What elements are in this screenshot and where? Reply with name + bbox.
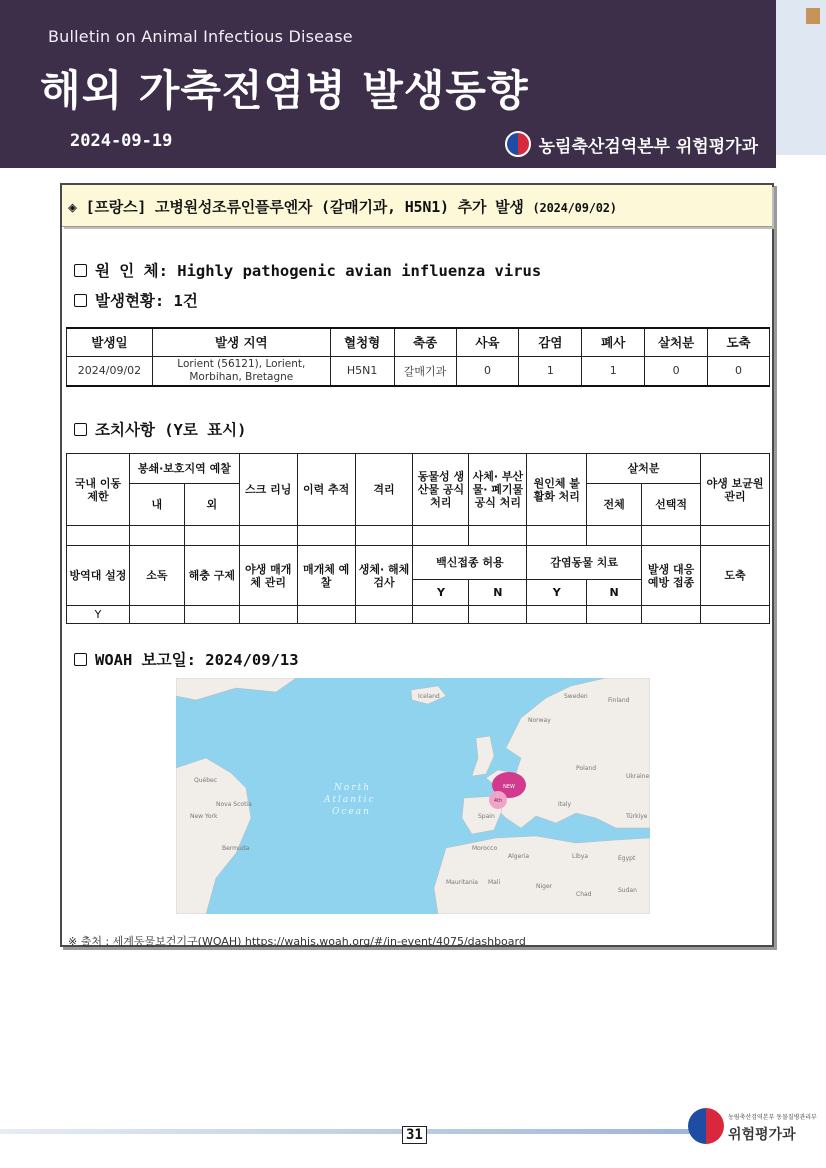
- header-banner: [0, 0, 776, 168]
- pathogen-label: 원 인 체: Highly pathogenic avian influenza virus: [95, 262, 542, 280]
- measures-values-row-1: [67, 526, 770, 546]
- outbreak-table: [66, 327, 770, 387]
- ocean-label: Atlantic: [324, 795, 376, 805]
- h-zoning: 방역대 설정: [67, 546, 130, 606]
- map-label: Norway: [528, 717, 551, 724]
- col-region: 발생 지역: [152, 328, 330, 356]
- footer-org: 위험평가과: [728, 1127, 796, 1143]
- cell-raised: 0: [456, 356, 519, 386]
- table-cell: [184, 526, 239, 546]
- table-cell: [129, 606, 184, 624]
- zoning-value: Y: [67, 606, 130, 624]
- h-treatment-y: Y: [527, 580, 587, 606]
- h-movement: 국내 이동 제한: [67, 454, 130, 526]
- ocean-label: North: [334, 783, 372, 793]
- report-title-text: ◈ [프랑스] 고병원성조류인플루엔자 (갈매기과, H5N1) 추가 발생: [68, 198, 524, 216]
- ocean-label: Ocean: [332, 807, 371, 817]
- checkbox-square-icon: [74, 264, 87, 277]
- map-label: Egypt: [618, 855, 636, 862]
- h-vector: 해충 구제: [184, 546, 239, 606]
- table-cell: [297, 526, 355, 546]
- table-row: [67, 356, 770, 386]
- table-cell: [642, 526, 701, 546]
- table-cell: [239, 606, 297, 624]
- col-infected: 감염: [519, 328, 582, 356]
- table-cell: [701, 606, 770, 624]
- cell-serotype: H5N1: [330, 356, 394, 386]
- measures-header-row-1: [67, 454, 770, 484]
- map-label: Chad: [576, 891, 592, 898]
- h-wild-vector: 야생 매개체 관리: [239, 546, 297, 606]
- h-carcass: 사체· 부산물· 폐기물 공식 처리: [469, 454, 527, 526]
- map-label: Mauritania: [446, 879, 478, 886]
- measures-label: 조치사항 (Y로 표시): [95, 421, 247, 439]
- measures-line: [74, 418, 246, 440]
- table-cell: [642, 606, 701, 624]
- col-serotype: 혈청형: [330, 328, 394, 356]
- col-slaughter: 도축: [708, 328, 770, 356]
- header-org: [505, 131, 758, 157]
- map-label: Poland: [576, 765, 597, 772]
- map-svg: [176, 678, 650, 914]
- table-cell: [469, 606, 527, 624]
- table-cell: [129, 526, 184, 546]
- h-culling: 살처분: [587, 454, 701, 484]
- map-label: Spain: [478, 813, 495, 820]
- h-selective: 선택적: [642, 484, 701, 526]
- source-note: ※ 출처 : 세계동물보건기구(WOAH) https://wahis.woah.org/#/in-event/4075/dashboard: [68, 935, 526, 948]
- status-line: [74, 289, 198, 311]
- map-label: Iceland: [418, 693, 440, 700]
- side-accent: [806, 8, 820, 24]
- h-products: 동물성 생산물 공식 처리: [413, 454, 469, 526]
- map-label: Algeria: [508, 853, 530, 860]
- col-dead: 폐사: [582, 328, 645, 356]
- h-lab: 생체· 해체 검사: [355, 546, 413, 606]
- col-culled: 살처분: [645, 328, 708, 356]
- h-vaccine: 백신접종 허용: [413, 546, 527, 580]
- taegeuk-logo-icon: [688, 1108, 724, 1144]
- map-label: Québec: [194, 777, 218, 784]
- h-zone: 봉쇄·보호지역 예찰: [129, 454, 239, 484]
- woah-label: WOAH 보고일: 2024/09/13: [95, 651, 299, 669]
- cell-slaughter: 0: [708, 356, 770, 386]
- map-label: New York: [190, 813, 218, 820]
- map-label: Mali: [488, 879, 501, 886]
- map-label: Finland: [608, 697, 630, 704]
- cell-date: 2024/09/02: [67, 356, 153, 386]
- pathogen-line: [74, 259, 541, 281]
- h-all: 전체: [587, 484, 642, 526]
- table-cell: [701, 526, 770, 546]
- h-inactivation: 원인체 불활화 처리: [527, 454, 587, 526]
- h-wild-reservoir: 야생 보균원 관리: [701, 454, 770, 526]
- footer-bar: [0, 1129, 700, 1134]
- cell-culled: 0: [645, 356, 708, 386]
- map-label: Italy: [558, 801, 572, 808]
- map-label: Bermuda: [222, 845, 250, 852]
- page-number: 31: [402, 1126, 427, 1144]
- table-cell: [527, 606, 587, 624]
- table-cell: [67, 526, 130, 546]
- col-date: 발생일: [67, 328, 153, 356]
- table-cell: [527, 526, 587, 546]
- table-cell: [587, 606, 642, 624]
- issue-date: 2024-09-19: [70, 131, 173, 151]
- cell-infected: 1: [519, 356, 582, 386]
- table-cell: [239, 526, 297, 546]
- h-slaughter: 도축: [701, 546, 770, 606]
- h-in: 내: [129, 484, 184, 526]
- h-treatment-n: N: [587, 580, 642, 606]
- cell-dead: 1: [582, 356, 645, 386]
- h-disinfect: 소독: [129, 546, 184, 606]
- report-title-date: (2024/09/02): [532, 201, 617, 215]
- h-treatment: 감염동물 치료: [527, 546, 642, 580]
- col-species: 축종: [394, 328, 456, 356]
- map-label: Sweden: [564, 693, 588, 700]
- h-quarantine: 격리: [355, 454, 413, 526]
- woah-line: [74, 648, 299, 670]
- table-cell: [355, 606, 413, 624]
- table-cell: [355, 526, 413, 546]
- cell-species: 갈매기과: [394, 356, 456, 386]
- taegeuk-logo-icon: [505, 131, 531, 157]
- map-label: Sudan: [618, 887, 637, 894]
- h-screening: 스크 리닝: [239, 454, 297, 526]
- table-cell: [413, 526, 469, 546]
- h-out: 외: [184, 484, 239, 526]
- h-trace: 이력 추적: [297, 454, 355, 526]
- table-cell: [297, 606, 355, 624]
- h-vaccine-n: N: [469, 580, 527, 606]
- report-box: [60, 183, 774, 947]
- checkbox-square-icon: [74, 294, 87, 307]
- checkbox-square-icon: [74, 653, 87, 666]
- map-label: Niger: [536, 883, 553, 890]
- measures-header-row-3: [67, 546, 770, 580]
- measures-values-row-2: [67, 606, 770, 624]
- table-cell: [469, 526, 527, 546]
- africa-land: [434, 836, 650, 914]
- map-label: Ukraine: [626, 773, 650, 780]
- col-raised: 사육: [456, 328, 519, 356]
- map-label: Nova Scotia: [216, 801, 252, 808]
- outbreak-table-header: [67, 328, 770, 356]
- map-label: Morocco: [472, 845, 498, 852]
- checkbox-square-icon: [74, 423, 87, 436]
- h-prevent-vacc: 발생 대응 예방 접종: [642, 546, 701, 606]
- bulletin-subtitle: Bulletin on Animal Infectious Disease: [48, 27, 353, 46]
- cell-region: Lorient (56121), Lorient, Morbihan, Bretagne: [152, 356, 330, 386]
- status-label: 발생현황: 1건: [95, 292, 198, 310]
- marker-small-label: 4th: [493, 798, 503, 804]
- report-title: [68, 196, 617, 217]
- table-cell: [184, 606, 239, 624]
- report-title-bar: [62, 185, 772, 227]
- h-vector-surv: 매개체 예찰: [297, 546, 355, 606]
- measures-table: [66, 453, 770, 624]
- header-org-label: 농림축산검역본부 위험평가과: [538, 136, 758, 157]
- table-cell: [413, 606, 469, 624]
- map-label: Libya: [572, 853, 589, 860]
- map-label: Türkiye: [626, 813, 648, 820]
- page-title: 해외 가축전염병 발생동향: [40, 66, 529, 115]
- outbreak-map: [176, 678, 650, 914]
- h-vaccine-y: Y: [413, 580, 469, 606]
- table-cell: [587, 526, 642, 546]
- marker-main-label: NEW: [503, 784, 515, 790]
- footer-org-small: 농림축산검역본부 동물질병관리부: [728, 1114, 817, 1121]
